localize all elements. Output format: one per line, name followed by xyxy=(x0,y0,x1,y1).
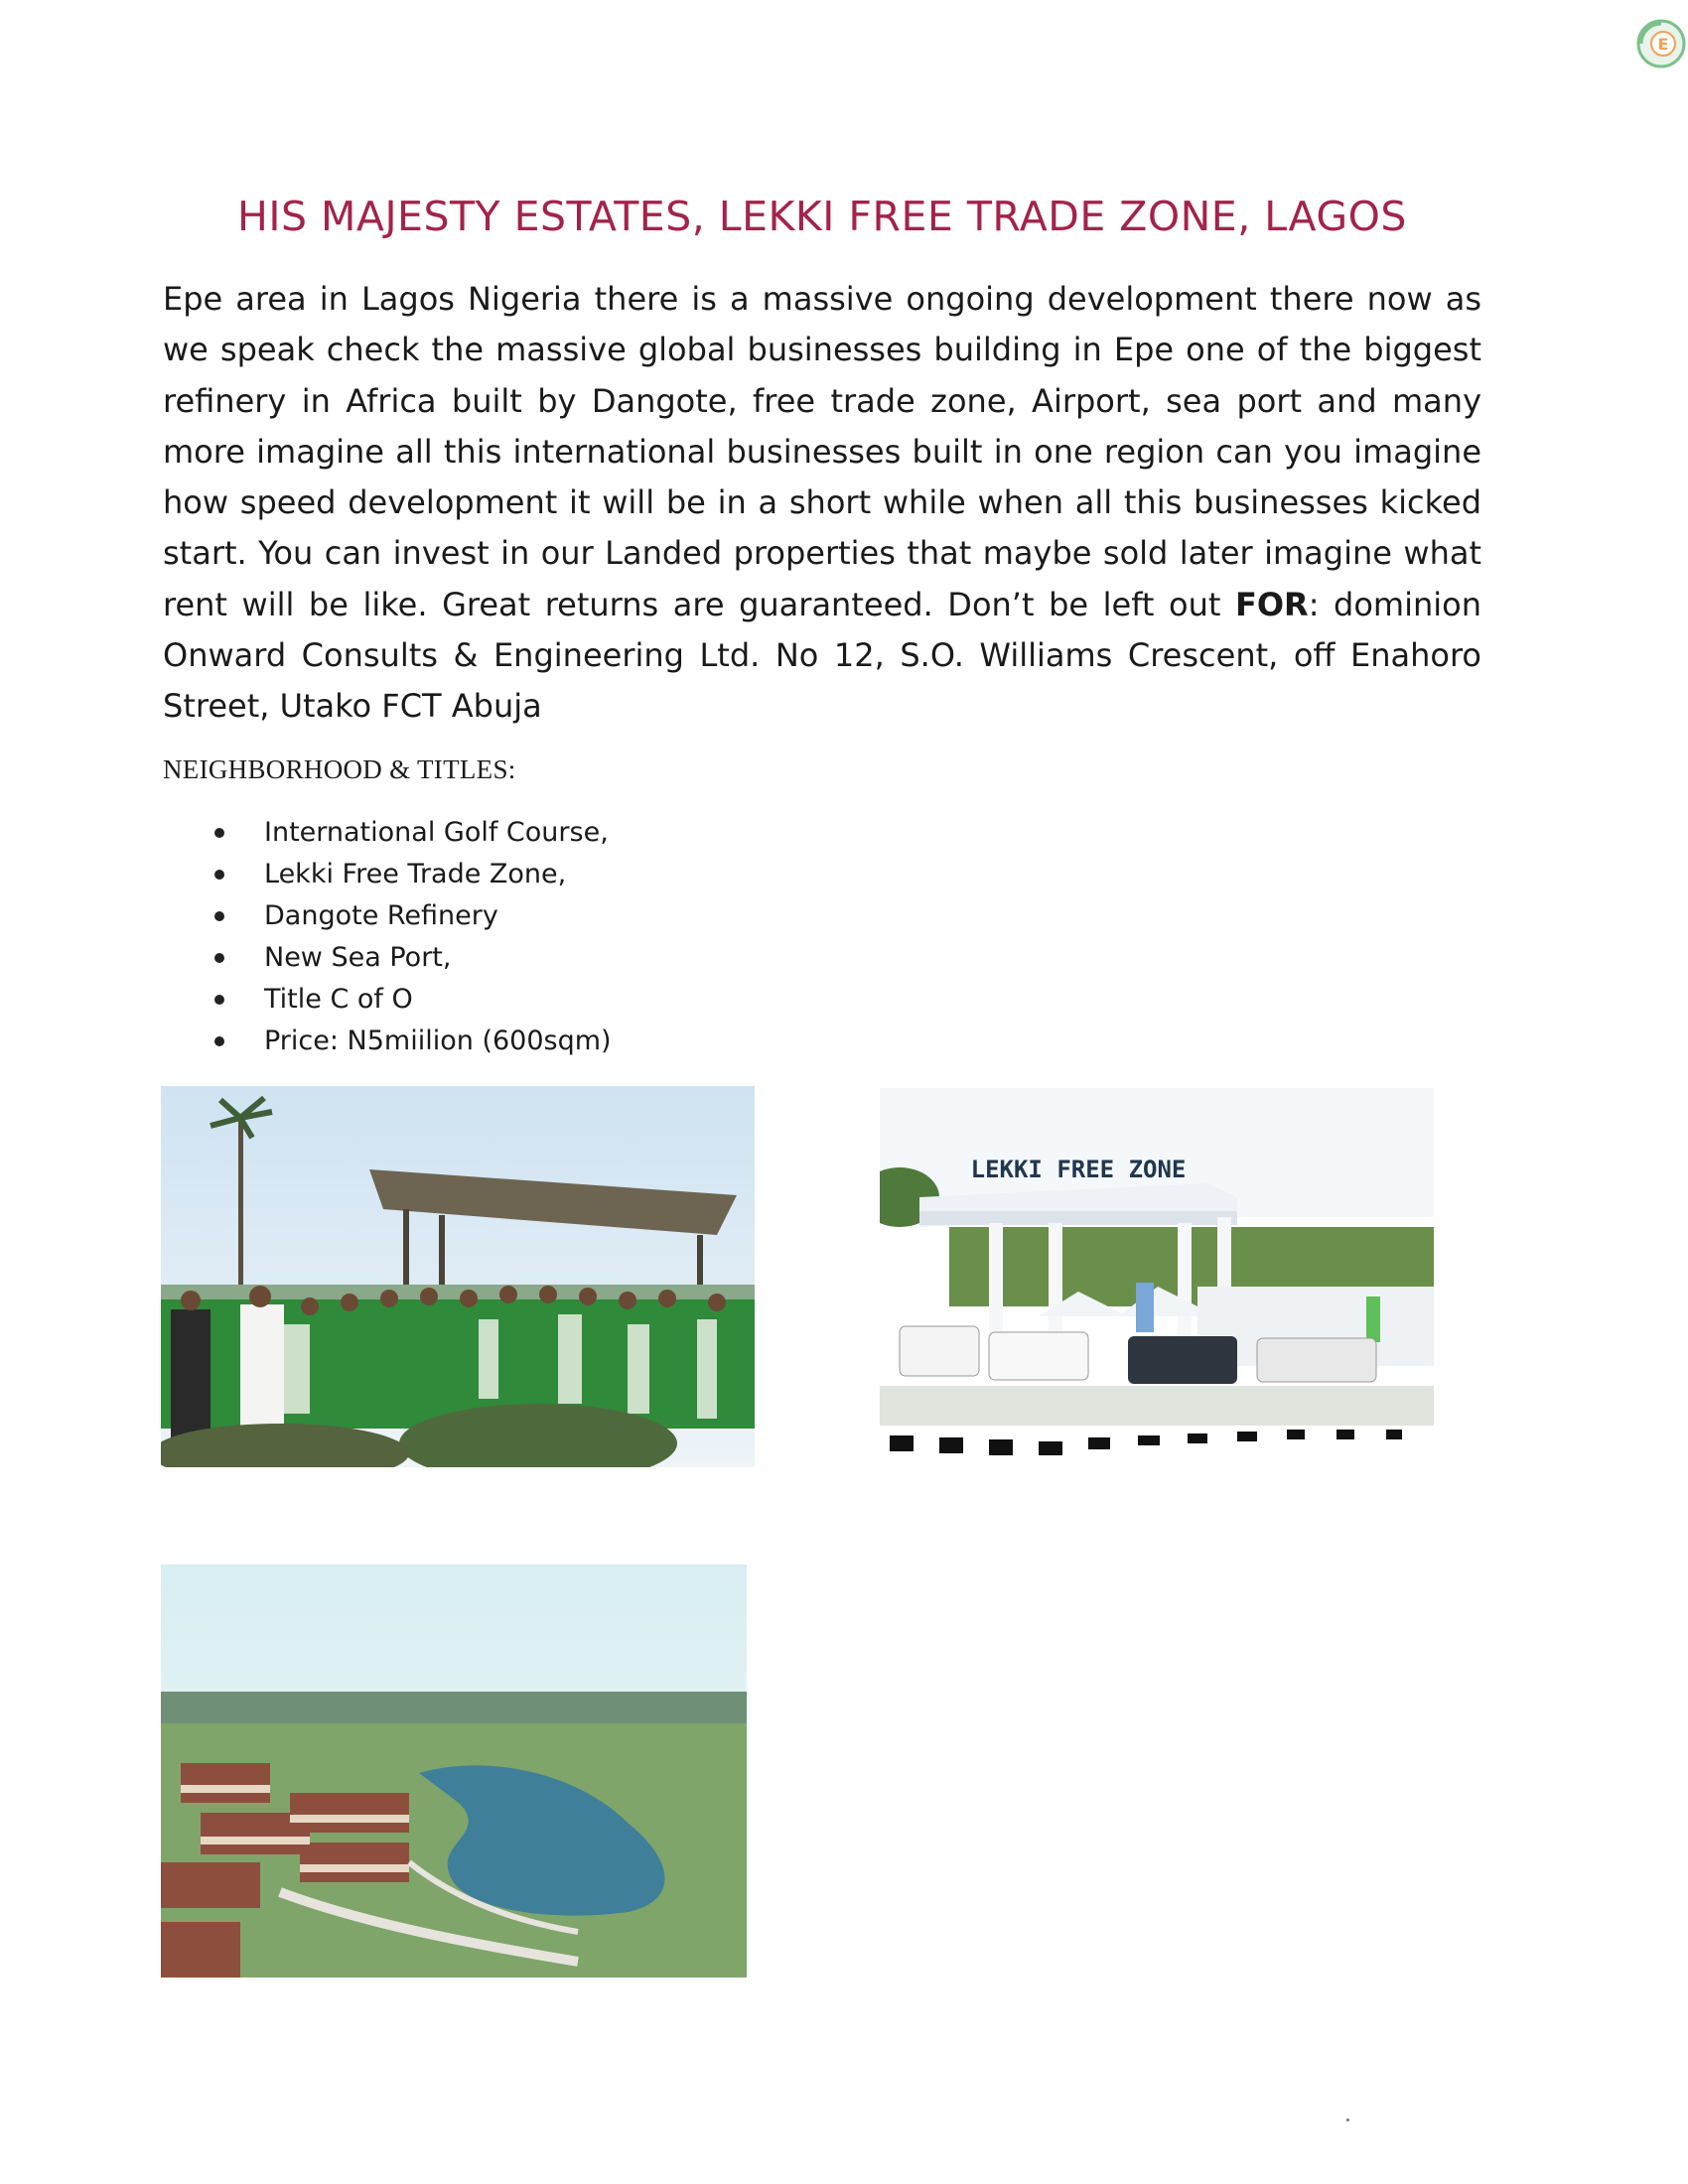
section-heading: NEIGHBORHOOD & TITLES: xyxy=(163,754,516,784)
list-item-text: Price: N5miilion (600sqm) xyxy=(264,1025,612,1056)
bullet-icon xyxy=(214,1036,224,1046)
lekki-free-zone-photo xyxy=(880,1088,1434,1473)
list-item xyxy=(209,812,612,854)
bullet-icon xyxy=(214,953,224,963)
list-item xyxy=(209,895,612,937)
gate-sign-text: LEKKI FREE ZONE xyxy=(970,1156,1187,1183)
paragraph-text-address: : dominion Onward Consults & Engineering Ltd. No 12, S.O. Williams Crescent, off Enahoro Street, Utako FCT Abuja xyxy=(163,585,1482,726)
logo-letter: E xyxy=(1657,35,1669,54)
list-item xyxy=(209,979,612,1021)
list-item xyxy=(209,854,612,895)
paragraph-bold-for: FOR xyxy=(1234,585,1309,623)
list-item-text: International Golf Course, xyxy=(264,817,609,848)
bullet-icon xyxy=(214,828,224,838)
scan-speck xyxy=(1346,2118,1349,2121)
list-item-text: Title C of O xyxy=(264,984,413,1015)
group-photo xyxy=(161,1086,755,1467)
list-item-text: Lekki Free Trade Zone, xyxy=(264,859,567,889)
bullet-icon xyxy=(214,995,224,1005)
list-item xyxy=(209,937,612,979)
bullet-icon xyxy=(214,911,224,921)
bullet-icon xyxy=(214,870,224,880)
e-logo-icon xyxy=(1636,14,1686,73)
document-title: HIS MAJESTY ESTATES, LEKKI FREE TRADE ZONE, LAGOS xyxy=(237,193,1407,240)
body-paragraph xyxy=(163,274,1481,733)
aerial-estate-photo xyxy=(161,1565,747,1978)
neighborhood-list xyxy=(209,812,612,1062)
corner-logo xyxy=(1636,14,1686,73)
list-item-text: New Sea Port, xyxy=(264,942,452,973)
list-item xyxy=(209,1021,612,1062)
list-item-text: Dangote Refinery xyxy=(264,900,498,931)
paragraph-text: Epe area in Lagos Nigeria there is a massive ongoing development there now as we speak check the massive global businesses building in Epe one of the biggest refinery in Africa built by Dangote, free trade zone, Airport, sea port and many more imagine all this international businesses built in one region can you imagine how speed development it will be in a short while when all this businesses kicked start. You can invest in our Landed properties that maybe sold later imagine what rent will be like. Great returns are guaranteed. Don’t be left out xyxy=(163,280,1481,623)
